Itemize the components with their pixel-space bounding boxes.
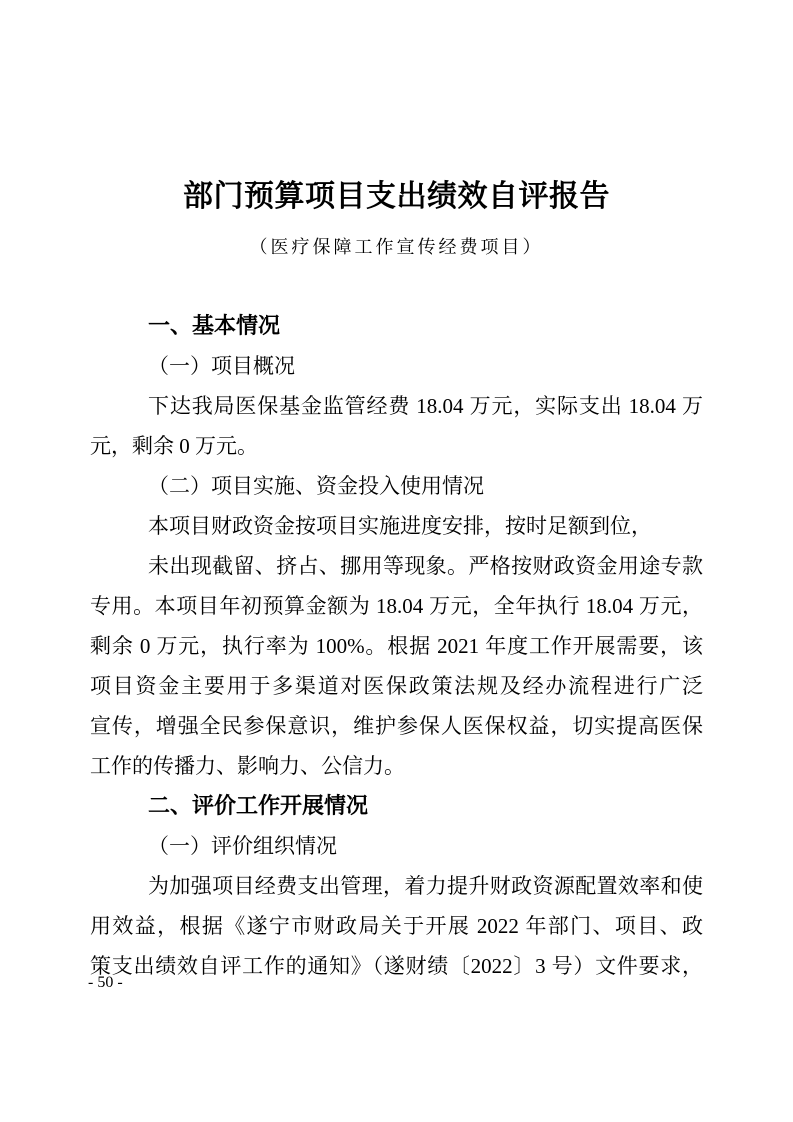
body-line: 宣传，增强全民参保意识，维护参保人医保权益，切实提高医保 [90,714,703,738]
body-line: 用效益，根据《遂宁市财政局关于开展 2022 年部门、项目、政 [90,914,703,938]
body-line: 专用。本项目年初预算金额为 18.04 万元，全年执行 18.04 万元， [90,594,703,618]
body-line: 剩余 0 万元，执行率为 100%。根据 2021 年度工作开展需要，该 [90,634,703,658]
body-line: 为加强项目经费支出管理，着力提升财政资源配置效率和使 [148,874,703,898]
body-line: 未出现截留、挤占、挪用等现象。严格按财政资金用途专款 [148,554,703,578]
body-line: 工作的传播力、影响力、公信力。 [90,754,405,778]
body-line: 项目资金主要用于多渠道对医保政策法规及经办流程进行广泛 [90,674,703,698]
body-line: 策支出绩效自评工作的通知》（遂财绩〔2022〕3 号）文件要求， [90,954,703,978]
document-title: 部门预算项目支出绩效自评报告 [183,180,610,213]
body-line: 元，剩余 0 万元。 [90,434,258,458]
body-line: 下达我局医保基金监管经费 18.04 万元，实际支出 18.04 万 [148,394,703,418]
document-subtitle: （医疗保障工作宣传经费项目） [249,237,544,257]
section-heading: 二、评价工作开展情况 [148,793,369,818]
subsection-heading: （一）评价组织情况 [148,834,337,858]
body-line: 本项目财政资金按项目实施进度安排，按时足额到位， [148,514,652,538]
document-body [90,306,703,986]
section-heading: 一、基本情况 [148,313,281,338]
subsection-heading: （一）项目概况 [148,354,295,378]
page-number: - 50 - [88,974,123,991]
subsection-heading: （二）项目实施、资金投入使用情况 [148,474,484,498]
